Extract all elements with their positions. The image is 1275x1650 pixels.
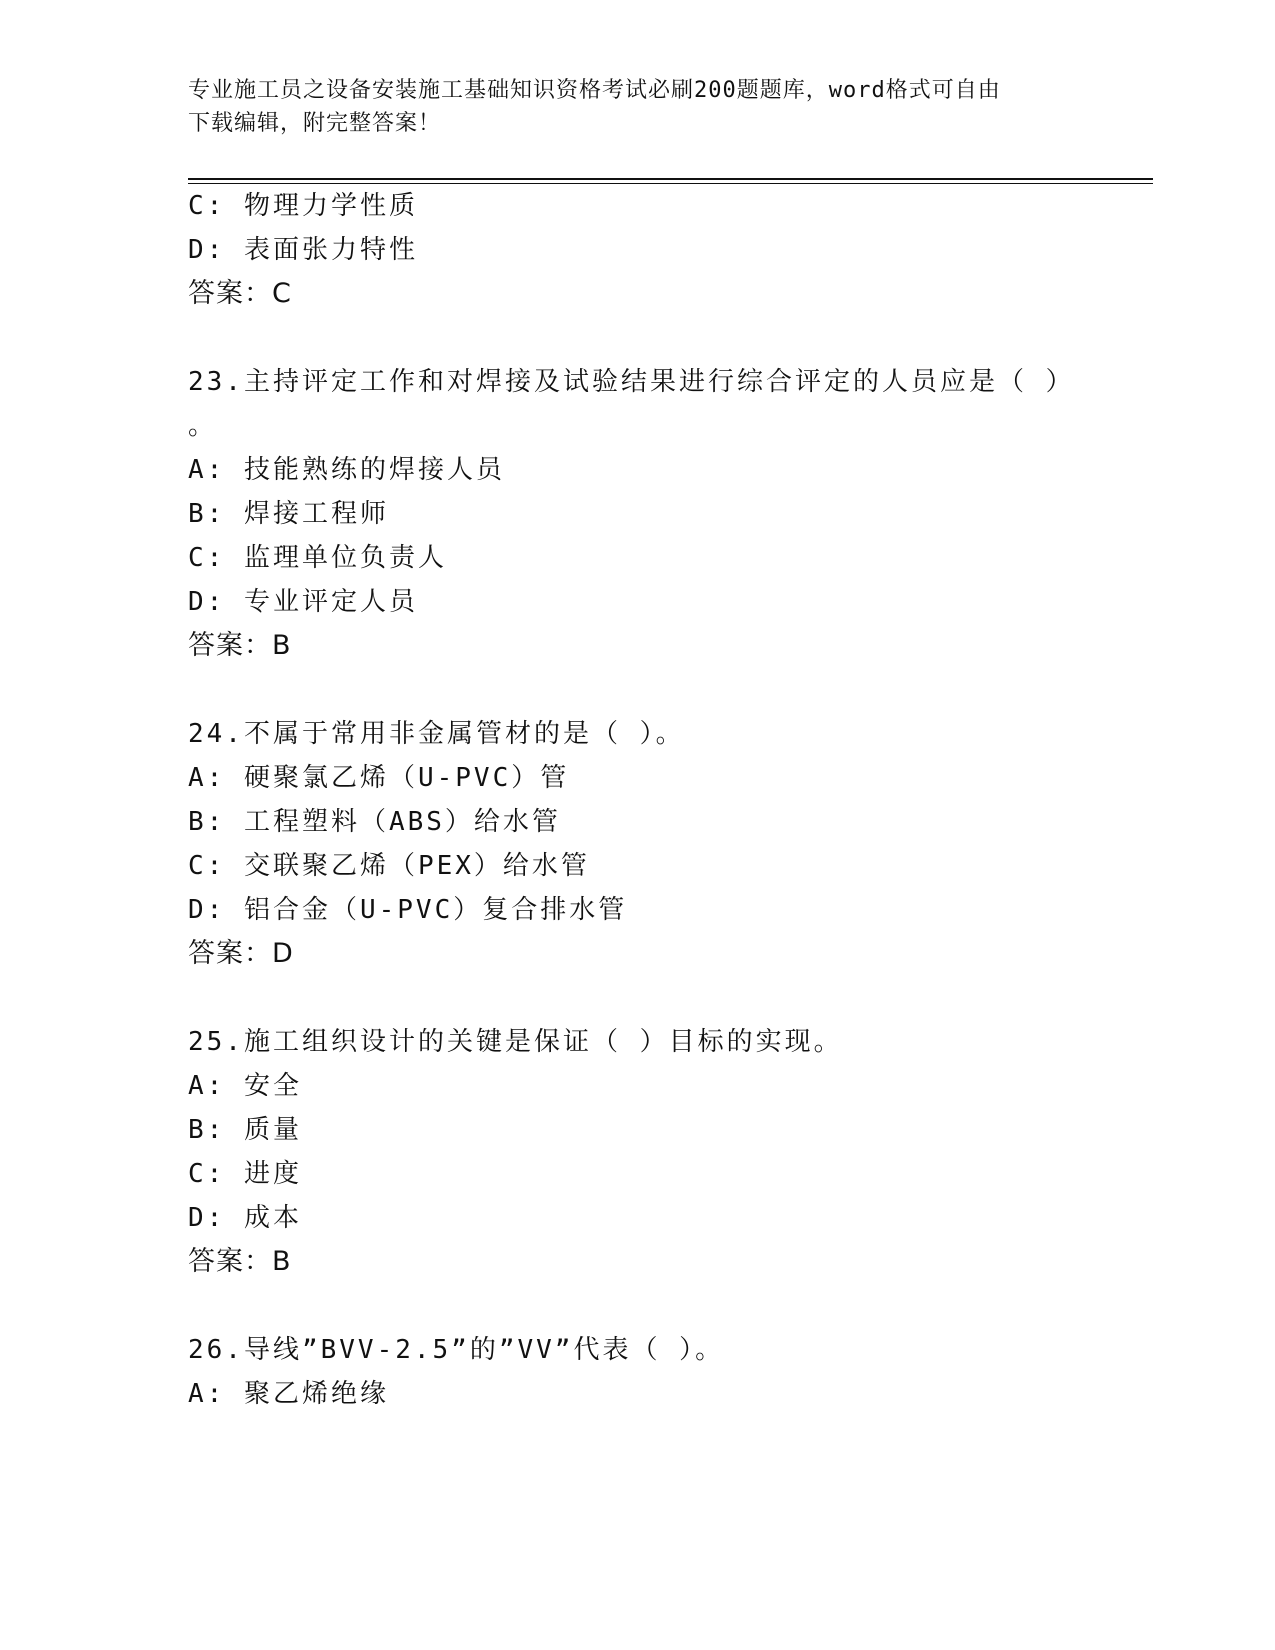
q23-option-c: C: 监理单位负责人 [188, 543, 447, 573]
q23-stem-continuation: 。 [188, 411, 218, 441]
header-title-line-1: 专业施工员之设备安装施工基础知识资格考试必刷200题题库，word格式可自由 [188, 78, 1001, 103]
q25-option-c: C: 进度 [188, 1159, 302, 1189]
q25-answer: 答案：B [188, 1246, 292, 1277]
q24-answer: 答案：D [188, 938, 294, 969]
q25-option-d: D: 成本 [188, 1203, 302, 1233]
q24-option-d: D: 铝合金（U-PVC）复合排水管 [188, 895, 628, 925]
q22-option-d: D: 表面张力特性 [188, 235, 418, 265]
q23-option-b: B: 焊接工程师 [188, 499, 389, 529]
q24-stem: 24.不属于常用非金属管材的是（ ）。 [188, 719, 685, 749]
q25-option-b: B: 质量 [188, 1115, 302, 1145]
q24-option-a: A: 硬聚氯乙烯（U-PVC）管 [188, 763, 570, 793]
q22-answer: 答案：C [188, 278, 292, 309]
header-divider-thin [188, 183, 1153, 184]
q23-stem: 23.主持评定工作和对焊接及试验结果进行综合评定的人员应是（ ） [188, 367, 1075, 397]
q25-option-a: A: 安全 [188, 1071, 302, 1101]
q23-option-d: D: 专业评定人员 [188, 587, 418, 617]
document-header [188, 74, 1088, 140]
q24-option-c: C: 交联聚乙烯（PEX）给水管 [188, 851, 590, 881]
header-divider-thick [188, 178, 1153, 180]
q25-stem: 25.施工组织设计的关键是保证（ ）目标的实现。 [188, 1027, 843, 1057]
q26-option-a: A: 聚乙烯绝缘 [188, 1379, 389, 1409]
q22-option-c: C: 物理力学性质 [188, 191, 418, 221]
q23-option-a: A: 技能熟练的焊接人员 [188, 455, 505, 485]
q24-option-b: B: 工程塑料（ABS）给水管 [188, 807, 561, 837]
header-title-line-2: 下载编辑，附完整答案！ [188, 111, 442, 136]
q26-stem: 26.导线”BVV-2.5”的”VV”代表（ ）。 [188, 1335, 725, 1365]
q23-answer: 答案：B [188, 630, 292, 661]
